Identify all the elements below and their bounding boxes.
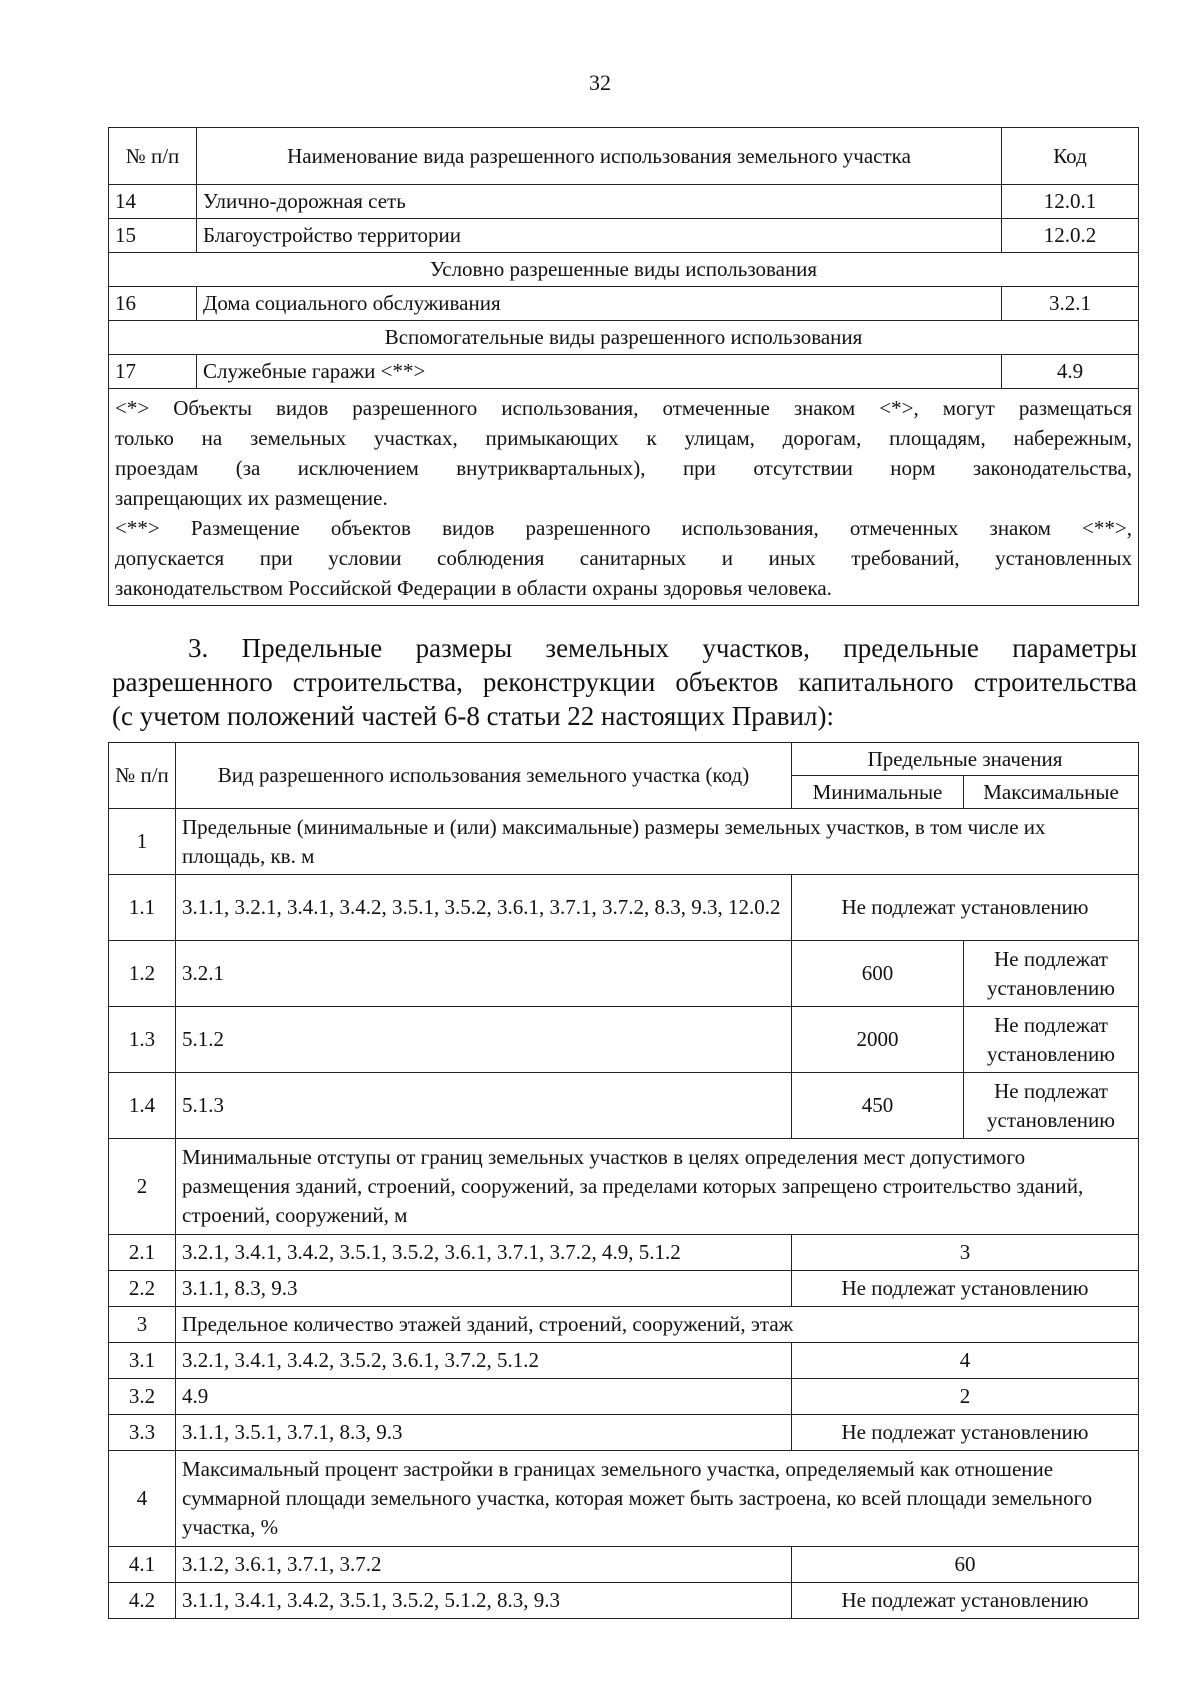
group-title: Предельное количество этажей зданий, строений, сооружений, этаж — [176, 1307, 1139, 1343]
table-header-row — [109, 128, 1139, 185]
table-row — [109, 1007, 1139, 1073]
row-codes: 5.1.2 — [176, 1007, 792, 1073]
footnote-line: проездам (за исключением внутриквартальных), при отсутствии норм законодательства, — [115, 456, 1132, 480]
table-row — [109, 1343, 1139, 1379]
row-num: 2.2 — [109, 1271, 176, 1307]
row-value: 2 — [792, 1379, 1139, 1415]
table-row — [109, 1415, 1139, 1451]
table-row — [109, 1379, 1139, 1415]
notes-row — [109, 389, 1139, 606]
row-min: 600 — [792, 941, 964, 1007]
row-num: 1.3 — [109, 1007, 176, 1073]
limits-table — [108, 742, 1139, 1619]
footnote-line: законодательством Российской Федерации в области охраны здоровья человека. — [115, 576, 832, 600]
footnote-line: <*> Объекты видов разрешенного использования, отмеченные знаком <*>, могут размещаться — [115, 396, 1132, 420]
row-value: Не подлежат установлению — [792, 1583, 1139, 1619]
permitted-use-table — [108, 127, 1139, 606]
row-name: Служебные гаражи <**> — [197, 355, 1002, 389]
header-min: Минимальные — [792, 776, 964, 809]
group-title: Предельные (минимальные и (или) максимальные) размеры земельных участков, в том числе их площадь, кв. м — [176, 809, 1139, 875]
row-max: Не подлежат установлению — [964, 1007, 1139, 1073]
group-num: 3 — [109, 1307, 176, 1343]
row-code: 12.0.1 — [1002, 185, 1139, 219]
table-row — [109, 287, 1139, 321]
page-number: 32 — [589, 70, 611, 95]
row-codes: 3.2.1, 3.4.1, 3.4.2, 3.5.2, 3.6.1, 3.7.2, 5.1.2 — [176, 1343, 792, 1379]
section-row — [109, 321, 1139, 355]
row-min: 2000 — [792, 1007, 964, 1073]
row-value: 60 — [792, 1547, 1139, 1583]
heading-line: (с учетом положений частей 6-8 статьи 22 настоящих Правил): — [112, 701, 834, 731]
row-name: Улично-дорожная сеть — [197, 185, 1002, 219]
group-row — [109, 1139, 1139, 1235]
row-num: 17 — [109, 355, 197, 389]
row-codes: 3.2.1 — [176, 941, 792, 1007]
table-row — [109, 1547, 1139, 1583]
row-num: 1.4 — [109, 1073, 176, 1139]
row-codes: 5.1.3 — [176, 1073, 792, 1139]
row-num: 3.3 — [109, 1415, 176, 1451]
footnote-line: только на земельных участках, примыкающих к улицам, дорогам, площадям, набережным, — [115, 426, 1132, 450]
footnote-line: <**> Размещение объектов видов разрешенного использования, отмеченных знаком <**>, — [115, 516, 1132, 540]
table-row — [109, 355, 1139, 389]
row-max: Не подлежат установлению — [964, 1073, 1139, 1139]
footnote-line: запрещающих их размещение. — [115, 486, 388, 510]
row-num: 1.1 — [109, 875, 176, 941]
heading-line: 3. Предельные размеры земельных участков, предельные параметры — [188, 633, 1137, 663]
section-conditional: Условно разрешенные виды использования — [109, 253, 1139, 287]
footnote-line: допускается при условии соблюдения санитарных и иных требований, установленных — [115, 546, 1132, 570]
header-max: Максимальные — [964, 776, 1139, 809]
group-row — [109, 1451, 1139, 1547]
row-name: Благоустройство территории — [197, 219, 1002, 253]
row-value: 3 — [792, 1235, 1139, 1271]
row-num: 2.1 — [109, 1235, 176, 1271]
row-value: 4 — [792, 1343, 1139, 1379]
group-row — [109, 1307, 1139, 1343]
row-num: 15 — [109, 219, 197, 253]
header-name: Наименование вида разрешенного использования земельного участка — [197, 128, 1002, 185]
row-num: 1.2 — [109, 941, 176, 1007]
table-row — [109, 1583, 1139, 1619]
row-num: 3.2 — [109, 1379, 176, 1415]
row-num: 4.1 — [109, 1547, 176, 1583]
row-num: 14 — [109, 185, 197, 219]
table-row — [109, 185, 1139, 219]
header-code: Код — [1002, 128, 1139, 185]
row-name: Дома социального обслуживания — [197, 287, 1002, 321]
heading-line: разрешенного строительства, реконструкции объектов капитального строительства — [112, 667, 1137, 697]
header-num: № п/п — [109, 743, 176, 809]
group-title: Максимальный процент застройки в границах земельного участка, определяемый как отношение суммарной площади земельного участка, которая может быть застроена, ко всей площади земельного участка, % — [176, 1451, 1139, 1547]
table-row — [109, 1271, 1139, 1307]
row-codes: 3.1.1, 3.4.1, 3.4.2, 3.5.1, 3.5.2, 5.1.2, 8.3, 9.3 — [176, 1583, 792, 1619]
row-codes: 3.2.1, 3.4.1, 3.4.2, 3.5.1, 3.5.2, 3.6.1, 3.7.1, 3.7.2, 4.9, 5.1.2 — [176, 1235, 792, 1271]
footnotes — [109, 389, 1139, 606]
row-codes: 3.1.2, 3.6.1, 3.7.1, 3.7.2 — [176, 1547, 792, 1583]
row-codes: 3.1.1, 8.3, 9.3 — [176, 1271, 792, 1307]
row-max: Не подлежат установлению — [964, 941, 1139, 1007]
row-code: 4.9 — [1002, 355, 1139, 389]
header-num: № п/п — [109, 128, 197, 185]
table-row — [109, 875, 1139, 941]
header-type: Вид разрешенного использования земельного участка (код) — [176, 743, 792, 809]
row-num: 4.2 — [109, 1583, 176, 1619]
table-row — [109, 941, 1139, 1007]
row-num: 3.1 — [109, 1343, 176, 1379]
section-row — [109, 253, 1139, 287]
row-num: 16 — [109, 287, 197, 321]
group-num: 4 — [109, 1451, 176, 1547]
section-auxiliary: Вспомогательные виды разрешенного использования — [109, 321, 1139, 355]
row-codes: 4.9 — [176, 1379, 792, 1415]
group-num: 1 — [109, 809, 176, 875]
table-row — [109, 219, 1139, 253]
row-code: 12.0.2 — [1002, 219, 1139, 253]
table-row — [109, 1073, 1139, 1139]
group-title: Минимальные отступы от границ земельных участков в целях определения мест допустимого размещения зданий, строений, сооружений, за пределами которых запрещено строительство зданий, строений, сооружений, м — [176, 1139, 1139, 1235]
row-value: Не подлежат установлению — [792, 875, 1139, 941]
group-num: 2 — [109, 1139, 176, 1235]
row-min: 450 — [792, 1073, 964, 1139]
table-row — [109, 1235, 1139, 1271]
section-3-heading — [112, 631, 1137, 733]
row-value: Не подлежат установлению — [792, 1271, 1139, 1307]
row-codes: 3.1.1, 3.5.1, 3.7.1, 8.3, 9.3 — [176, 1415, 792, 1451]
row-value: Не подлежат установлению — [792, 1415, 1139, 1451]
table-header-row — [109, 743, 1139, 776]
header-limits: Предельные значения — [792, 743, 1139, 776]
group-row — [109, 809, 1139, 875]
row-code: 3.2.1 — [1002, 287, 1139, 321]
row-codes: 3.1.1, 3.2.1, 3.4.1, 3.4.2, 3.5.1, 3.5.2, 3.6.1, 3.7.1, 3.7.2, 8.3, 9.3, 12.0.2 — [176, 875, 792, 941]
